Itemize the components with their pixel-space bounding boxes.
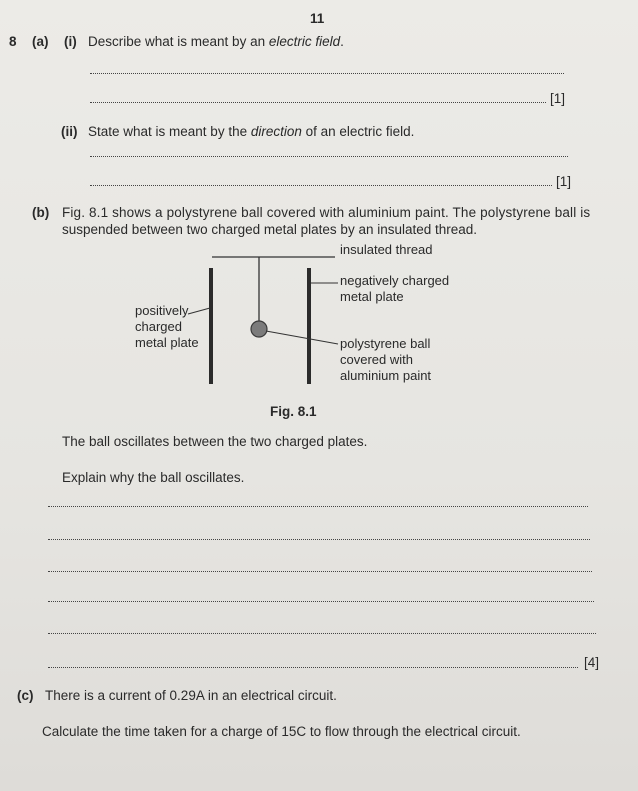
label-insulated-thread: insulated thread: [340, 242, 433, 257]
figure-caption: Fig. 8.1: [270, 404, 317, 419]
part-a-i-text-end: .: [340, 34, 344, 49]
part-c-line1: There is a current of 0.29A in an electrical circuit.: [45, 688, 337, 703]
mark-allocation: [1]: [550, 91, 566, 106]
part-b-label: (b): [32, 205, 50, 220]
label-positive-plate-line2: charged: [135, 319, 182, 334]
label-ball-line3: aluminium paint: [340, 368, 432, 383]
part-a-ii-label: (ii): [61, 124, 78, 139]
positive-metal-plate: [209, 268, 213, 384]
part-b-prompt: Explain why the ball oscillates.: [62, 470, 245, 485]
part-a-ii-text-end: of an electric field.: [301, 124, 415, 139]
part-a-i-label: (i): [64, 34, 77, 49]
part-b-statement: The ball oscillates between the two charged plates.: [62, 434, 368, 449]
answer-line[interactable]: [48, 571, 592, 572]
part-c-line2: Calculate the time taken for a charge of 15C to flow through the electrical circuit.: [42, 724, 521, 739]
part-b-intro-line1: Fig. 8.1 shows a polystyrene ball covered with aluminium paint. The polystyrene ball is: [62, 205, 591, 220]
part-c-label: (c): [17, 688, 34, 703]
answer-line[interactable]: [48, 633, 596, 634]
part-a-i-text: Describe what is meant by an: [88, 34, 269, 49]
label-ball-line2: covered with: [340, 352, 413, 367]
mark-allocation: [1]: [556, 174, 572, 189]
part-a-ii-emphasis: direction: [250, 124, 302, 139]
part-a-label: (a): [32, 34, 49, 49]
mark-allocation: [4]: [584, 655, 600, 670]
label-negative-plate-line1: negatively charged: [340, 273, 450, 288]
answer-line[interactable]: [48, 601, 594, 602]
label-positive-plate-line3: metal plate: [135, 335, 199, 350]
label-positive-plate-line1: positively: [135, 303, 189, 318]
page-number: 11: [310, 11, 325, 26]
answer-line[interactable]: [48, 539, 590, 540]
part-b-intro-line2: suspended between two charged metal plates by an insulated thread.: [62, 222, 478, 237]
part-a-i-emphasis: electric field: [268, 34, 341, 49]
part-a-ii-text: State what is meant by the: [88, 124, 251, 139]
polystyrene-ball: [251, 321, 267, 337]
answer-line[interactable]: [48, 667, 578, 668]
leader-line-ball: [266, 331, 338, 344]
leader-line-positive: [188, 308, 210, 314]
question-number: 8: [9, 34, 17, 49]
label-ball-line1: polystyrene ball: [340, 336, 431, 351]
negative-metal-plate: [307, 268, 311, 384]
answer-line[interactable]: [48, 506, 588, 507]
label-negative-plate-line2: metal plate: [340, 289, 404, 304]
